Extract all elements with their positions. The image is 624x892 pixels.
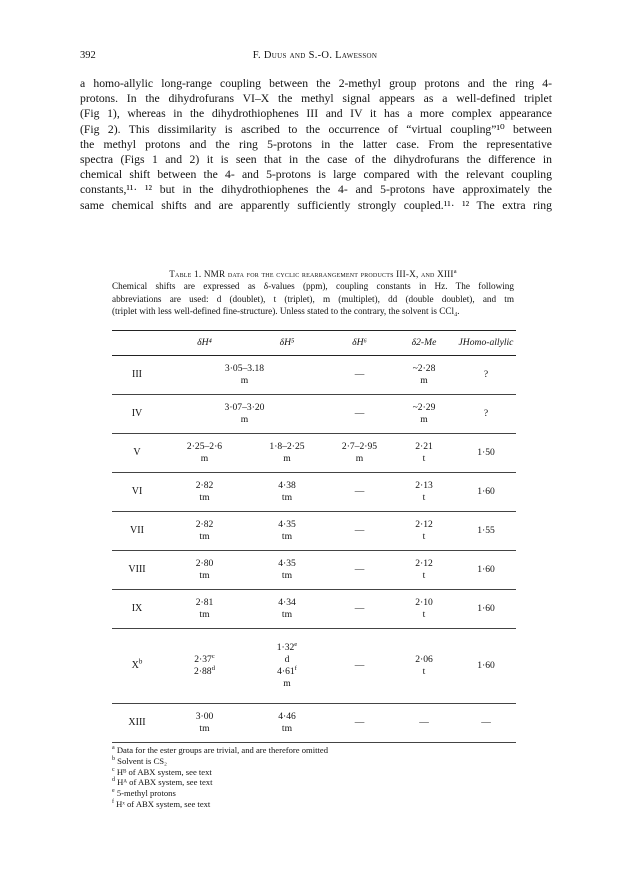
table-footnotes — [112, 745, 328, 810]
table-caption — [112, 268, 514, 318]
footnote: $^e$ 5-methyl protons — [112, 788, 176, 799]
table-row — [112, 629, 516, 704]
table-row — [112, 434, 516, 473]
table-title-prefix: Table 1. — [169, 269, 202, 279]
h5-cell: 4·34 tm — [247, 590, 327, 629]
compound-label: V — [112, 434, 162, 473]
caption-line: abbreviations are used: d (doublet), t (triplet), m (multiplet), dd (double doublet), and tm — [112, 293, 514, 304]
methyl-cell: 2·12 t — [392, 551, 456, 590]
h4-cell: 3·00 tm — [162, 704, 247, 743]
page-header — [80, 50, 550, 64]
h4-cell: $2\cdot 37^c$ $2\cdot 88^d$ — [162, 629, 247, 704]
table-header-row — [112, 331, 516, 356]
footnote: $^a$ Data for the ester groups are trivial, and are therefore omitted — [112, 745, 328, 755]
h6-cell: — — [327, 512, 392, 551]
h4-cell: 2·25–2·6 m — [162, 434, 247, 473]
h5-cell: 4·38 tm — [247, 473, 327, 512]
h4-h5-cell: 3·07–3·20 m — [162, 395, 327, 434]
col-header: δH⁴ — [162, 331, 247, 356]
h6-cell: — — [327, 395, 392, 434]
caption-line: (triplet with less well-defined fine-structure). Unless stated to the contrary, the solvent is CCl₄. — [112, 306, 460, 317]
methyl-cell: 2·06 t — [392, 629, 456, 704]
compound-label: VI — [112, 473, 162, 512]
table-row — [112, 473, 516, 512]
footnote: $^b$ Solvent is CS₂ — [112, 755, 167, 766]
h6-cell: — — [327, 704, 392, 743]
h6-cell: — — [327, 629, 392, 704]
table-row — [112, 704, 516, 743]
paragraph-line: chemical shift between the 4- and 5-protons is large compared with the relevant coupling — [80, 168, 552, 182]
methyl-cell: 2·12 t — [392, 512, 456, 551]
h6-cell: 2·7–2·95 m — [327, 434, 392, 473]
h6-cell: — — [327, 356, 392, 395]
h4-cell: 2·81 tm — [162, 590, 247, 629]
compound-label: III — [112, 356, 162, 395]
h5-cell: 4·46 tm — [247, 704, 327, 743]
j-cell: 1·60 — [456, 590, 516, 629]
paragraph-line: same chemical shifts and are apparently sufficiently strongly coupled.¹¹· ¹² The extra ring — [80, 198, 552, 212]
table-row — [112, 590, 516, 629]
paragraph-line: (Fig 1), whereas in the dihydrothiophenes III and IV it has a more complex appearance — [80, 107, 552, 121]
h4-h5-cell: 3·05–3.18 m — [162, 356, 327, 395]
paragraph-line: a homo-allylic long-range coupling between the 2-methyl group protons and the ring 4- — [80, 77, 552, 90]
table-title — [112, 268, 514, 280]
h5-cell: 4·35 tm — [247, 512, 327, 551]
j-cell: 1·50 — [456, 434, 516, 473]
methyl-cell: 2·10 t — [392, 590, 456, 629]
table-row — [112, 512, 516, 551]
methyl-cell: ~2·28 m — [392, 356, 456, 395]
j-cell: — — [456, 704, 516, 743]
running-head: F. Duus and S.-O. Lawesson — [252, 50, 378, 61]
col-header: δH⁵ — [247, 331, 327, 356]
caption-line: Chemical shifts are expressed as δ-values (ppm), coupling constants in Hz. The following — [112, 281, 514, 292]
body-paragraph — [80, 76, 552, 213]
table-row — [112, 551, 516, 590]
paragraph-line: the methyl protons and the ring 5-protons in the latter case. From the representative — [80, 137, 552, 151]
h5-cell: 1·8–2·25 m — [247, 434, 327, 473]
table-row — [112, 356, 516, 395]
methyl-cell: 2·13 t — [392, 473, 456, 512]
table-caption-body — [112, 280, 514, 317]
footnote: $^c$ Hᴮ of ABX system, see text — [112, 766, 212, 777]
compound-label: XIII — [112, 704, 162, 743]
j-cell: 1·55 — [456, 512, 516, 551]
methyl-cell: 2·21 t — [392, 434, 456, 473]
compound-label: IX — [112, 590, 162, 629]
table-title-main: NMR data for the cyclic rearrangement products III-X, and XIII — [203, 269, 454, 279]
j-cell: 1·60 — [456, 473, 516, 512]
compound-label: IV — [112, 395, 162, 434]
col-header: δ2-Me — [392, 331, 456, 356]
j-cell: 1·60 — [456, 629, 516, 704]
paragraph-line: constants,¹¹· ¹² but in the dihydrothiophenes the 4- and 5-protons have approximately the — [80, 183, 552, 197]
h4-cell: 2·82 tm — [162, 473, 247, 512]
j-cell: 1·60 — [456, 551, 516, 590]
nmr-data-table — [112, 330, 516, 743]
methyl-cell: — — [392, 704, 456, 743]
h5-cell: 4·35 tm — [247, 551, 327, 590]
paragraph-line: spectra (Figs 1 and 2) it is seen that in the case of the dihydrofurans the difference in — [80, 153, 552, 167]
compound-label: VIII — [112, 551, 162, 590]
col-header: δH⁶ — [327, 331, 392, 356]
compound-label: VII — [112, 512, 162, 551]
methyl-cell: ~2·29 m — [392, 395, 456, 434]
footnote: $^f$ Hˣ of ABX system, see text — [112, 798, 211, 809]
page-number: 392 — [80, 50, 96, 61]
j-cell: ? — [456, 395, 516, 434]
paragraph-line: (Fig 2). This dissimilarity is ascribed to the occurrence of “virtual coupling”¹⁰ between — [80, 122, 552, 136]
paragraph-line: protons. In the dihydrofurans VI–X the methyl signal appears as a well-defined triplet — [80, 92, 552, 106]
h4-cell: 2·82 tm — [162, 512, 247, 551]
h4-cell: 2·80 tm — [162, 551, 247, 590]
h6-cell: — — [327, 473, 392, 512]
compound-label: $X^b$ — [112, 629, 162, 704]
table-title-sup: a — [453, 267, 457, 275]
h5-cell: $1\cdot 32^e$ d $4\cdot 61^f$ m — [247, 629, 327, 704]
j-cell: ? — [456, 356, 516, 395]
col-header: JHomo-allylic — [456, 331, 516, 356]
h6-cell: — — [327, 551, 392, 590]
h6-cell: — — [327, 590, 392, 629]
table-row — [112, 395, 516, 434]
footnote: $^d$ Hᴬ of ABX system, see text — [112, 777, 213, 788]
